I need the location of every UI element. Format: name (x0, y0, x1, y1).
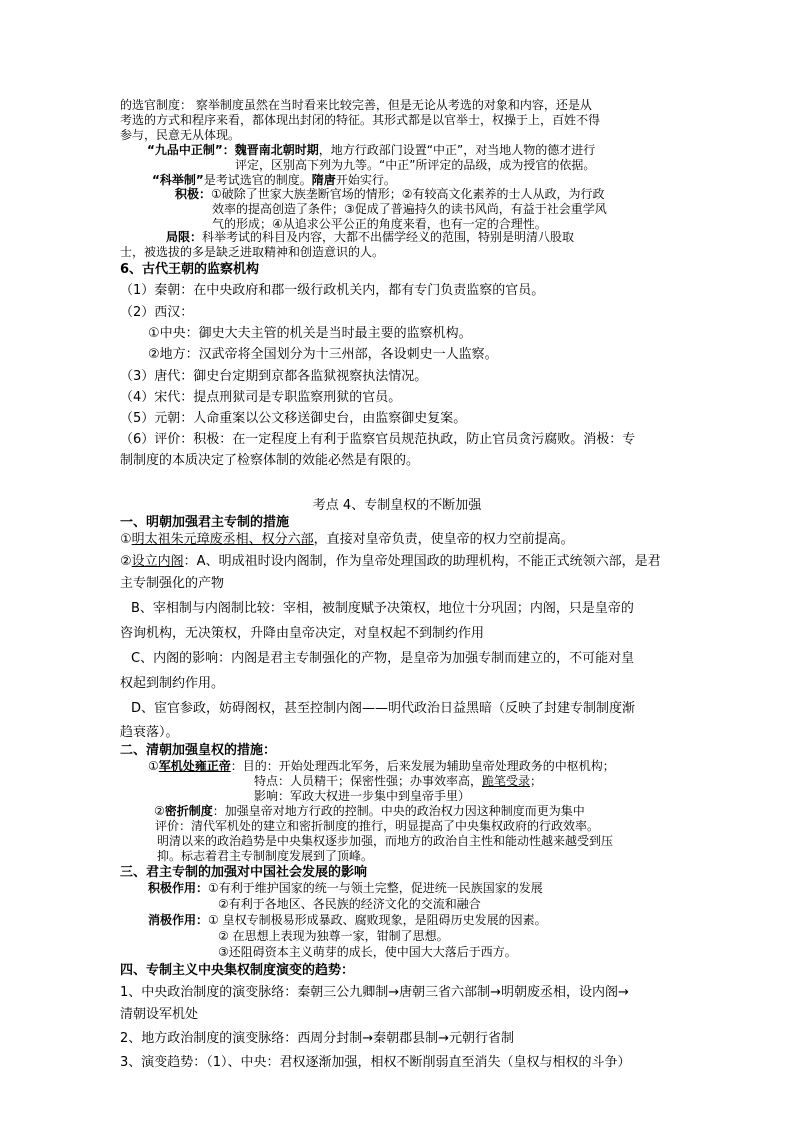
keju-label: “科举制” (152, 173, 204, 187)
ming-line-1-rest: ，直接对皇帝负责，使皇帝的权力空前提高。 (313, 532, 574, 547)
jiancha-item-5: （5）元朝：人命重案以公文移送御史台，由监察御史复案。 (120, 411, 467, 426)
section-title: 考点 4、专制皇权的不断加强 (312, 498, 482, 513)
intro-line-2: 考选的方式和程序来看，都体现出封闭的特征。其形式都是以官举士，权操于上，百姓不得 (120, 113, 601, 127)
mizhe-label: 密折制度 (164, 804, 213, 818)
jiancha-item-3: （3）唐代：御史台定期到京都各监狱视察执法情况。 (120, 369, 428, 384)
mizhe-num: ② (154, 804, 165, 818)
ming-line-2-num: ② (120, 554, 132, 569)
ming-line-7: 权起到制约作用。 (120, 676, 225, 691)
jjc-text-2c: ； (530, 774, 543, 788)
jjc-text-2b: 跪笔受录 (482, 774, 531, 788)
ming-line-2-underlined: 设立内阁 (131, 554, 184, 569)
ming-line-9: 趋衰落）。 (120, 725, 179, 740)
jiancha-item-2b: ②地方：汉武帝将全国划分为十三州部，各设刺史一人监察。 (148, 347, 498, 362)
jjc-line-1 (148, 758, 615, 774)
juxian-line-1 (166, 229, 574, 245)
jiji-zuoyong-1: ①有利于维护国家的统一与领土完整，促进统一民族国家的发展 (208, 881, 543, 895)
ming-line-5: 咨询机构，无决策权，升降由皇帝决定，对皇权起不到制约作用 (120, 626, 485, 641)
qushi-line-1: 明清以来的政治趋势是中央集权逐步加强，而地方的政治自主性和能动性越来越受到压 (157, 834, 614, 848)
ming-line-1-num: ① (120, 532, 132, 547)
jjc-text-1: ：目的：开始处理西北军务，后来发展为辅助皇帝处理政务的中枢机构； (230, 759, 615, 773)
jiji-zuoyong-line-2: ②有利于各地区、各民族的经济文化的交流和融合 (218, 897, 481, 911)
keju-era: 隋唐 (311, 173, 336, 187)
ming-line-6: C、内阁的影响：内阁是君主专制强化的产物，是皇帝为加强专制而建立的，不可能对皇 (131, 651, 635, 666)
jiancha-item-6: （6）评价：积极：在一定程度上有利于监察官员规范执政，防止官员贪污腐败。消极：专 (120, 432, 636, 447)
mizhe-line (154, 803, 585, 819)
ming-line-2 (120, 553, 661, 570)
yanbian-2: 2、地方政治制度的演变脉络：西周分封制→秦朝郡县制→元朝行省制 (120, 1031, 515, 1046)
keju-text: 是考试选官的制度。 (203, 173, 312, 187)
jjc-num: ① (148, 759, 159, 773)
juxian-label: 局限： (166, 230, 203, 244)
jiupin-line-2: 评定，区别高下列为九等。“中正”所评定的品级，成为授官的依据。 (235, 158, 596, 172)
qushi-line-2: 抑。标志着君主专制制度发展到了顶峰。 (157, 849, 374, 863)
ming-line-2-rest: ：A、明成祖时设内阁制，作为皇帝处理国政的助理机构，不能正式统领六部，是君 (183, 554, 661, 569)
xiaoji-line-2: ② 在思想上表现为独尊一家，钳制了思想。 (218, 929, 449, 943)
jiji-label: 积极： (175, 187, 212, 201)
yanbian-3: 3、演变趋势：（1）、中央：君权逐渐加强，相权不断削弱直至消失（皇权与相权的斗争） (120, 1055, 631, 1070)
jiji-zuoyong-line-1 (148, 880, 543, 896)
intro-line-3: 参与，民意无从体现。 (120, 128, 241, 142)
yingxiang-heading: 三、君主专制的加强对中国社会发展的影响 (120, 865, 368, 880)
jiancha-item-1: （1）秦朝：在中央政府和郡一级行政机关内，都有专门负责监察的官员。 (120, 283, 545, 298)
jjc-text-2a: 特点：人员精干；保密性强；办事效率高， (254, 774, 483, 788)
juxian-text-1: 科举考试的科目及内容，大都不出儒学经义的范围，特别是明清八股取 (202, 230, 575, 244)
jiji-line-1 (175, 186, 605, 202)
jiupin-line-1 (147, 142, 595, 158)
jiancha-item-4: （4）宋代：提点刑狱司是专职监察刑狱的官员。 (120, 390, 402, 405)
ming-heading: 一、明朝加强君主专制的措施 (120, 515, 290, 530)
xiaoji-label: 消极作用： (148, 913, 209, 927)
pingjia-line: 评价：清代军机处的建立和密折制度的推行，明显提高了中央集权政府的行政效率。 (155, 819, 600, 833)
keju-text-2: 开始实行。 (335, 173, 396, 187)
ming-line-1-underlined: 明太祖朱元璋废丞相、权分六部 (131, 532, 314, 547)
jiupin-era: 魏晋南北朝时期 (234, 143, 319, 157)
xiaoji-line-1 (148, 912, 547, 928)
jiji-zuoyong-label: 积极作用： (148, 881, 209, 895)
jiupin-text-1: ，地方行政部门设置“中正”，对当地人物的德才进行 (318, 143, 596, 157)
jiancha-item-2a: ①中央：御史大夫主管的机关是当时最主要的监察机构。 (148, 326, 472, 341)
jiji-line-2: 效率的提高创造了条件；③促成了普遍持久的读书风尚，有益于社会重学风 (212, 202, 607, 216)
xiaoji-1: ① 皇权专制极易形成暴政、腐败现象，是阻碍历史发展的因素。 (208, 913, 547, 927)
jiancha-heading: 6、古代王朝的监察机构 (120, 262, 260, 277)
xiaoji-line-3: ③还阻碍资本主义萌芽的成长，使中国大大落后于西方。 (218, 945, 517, 959)
qing-heading: 二、清朝加强皇权的措施： (120, 743, 277, 758)
juxian-line-2: 士，被选拔的多是缺乏进取精神和创造意识的人。 (120, 245, 385, 259)
yanbian-1-line-2: 清朝设军机处 (120, 1007, 199, 1022)
ming-line-3: 主专制强化的产物 (120, 576, 225, 591)
jiji-line-3: 气的形成；④从追求公平公正的角度来看，也有一定的合理性。 (212, 217, 547, 231)
jiancha-item-2: （2）西汉： (120, 305, 194, 320)
ming-line-1 (120, 531, 574, 548)
ming-line-8: D、宦官参政，妨碍阁权，甚至控制内阁——明代政治日益黑暗（反映了封建专制制度渐 (131, 701, 636, 716)
jjc-label: 军机处雍正帝 (158, 759, 231, 773)
yanbian-1-line-1: 1、中央政治制度的演变脉络：秦朝三公九卿制→唐朝三省六部制→明朝废丞相，设内阁→ (120, 985, 629, 1000)
yanbian-heading: 四、专制主义中央集权制度演变的趋势： (120, 963, 355, 978)
mizhe-text: ：加强皇帝对地方行政的控制。中央的政治权力因这种制度而更为集中 (212, 804, 585, 818)
jjc-line-3: 影响：军政大权进一步集中到皇帝手里） (254, 789, 471, 803)
jiji-text-1: ①破除了世家大族垄断官场的情形；②有较高文化素养的士人从政，为行政 (211, 187, 605, 201)
jiupin-label: “九品中正制”： (147, 143, 235, 157)
intro-line-1: 的选官制度： 察举制度虽然在当时看来比较完善，但是无论从考选的对象和内容，还是从 (120, 98, 592, 112)
jjc-line-2 (254, 773, 542, 789)
jiancha-item-6-cont: 制制度的本质决定了检察体制的效能必然是有限的。 (120, 453, 420, 468)
ming-line-4: B、宰相制与内阁制比较：宰相，被制度赋予决策权，地位十分巩固；内阁，只是皇帝的 (131, 601, 634, 616)
